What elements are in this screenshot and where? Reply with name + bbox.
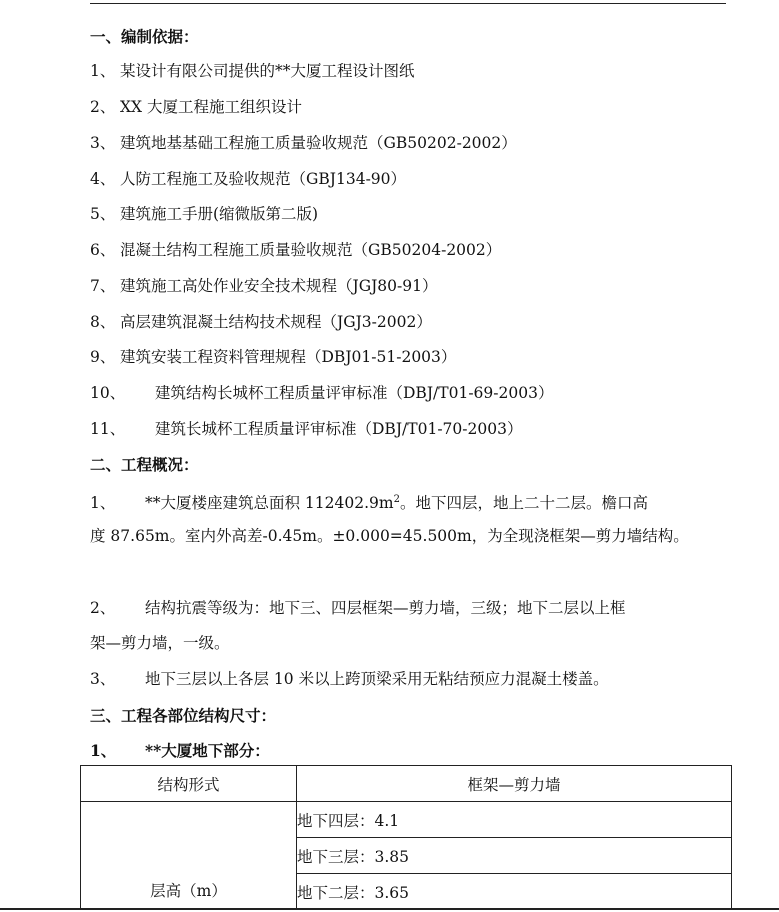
floor-height-b3: 地下三层：3.85 [297,838,732,874]
subheading-number: 1、 [90,741,117,760]
item-text: 建筑施工高处作业安全技术规程（JGJ80-91） [120,277,438,295]
structure-table [80,765,732,910]
item-text: 建筑施工手册(缩微版第二版) [120,205,319,223]
floor-height-b4: 地下四层：4.1 [297,802,732,838]
section-overview-title: 二、工程概况： [90,455,199,474]
overview-paragraph-2-line-1 [90,598,626,618]
table-row [81,802,732,838]
section-basis-title: 一、编制依据： [90,27,199,46]
paragraph-text: 结构抗震等级为：地下三、四层框架—剪力墙，三级；地下二层以上框 [145,599,626,617]
header-frame-shear-wall: 框架—剪力墙 [297,766,732,802]
item-number: 3、 [90,134,116,152]
overview-paragraph-1-line-1 [90,490,648,513]
basis-item-6 [90,240,501,260]
item-number: 7、 [90,277,116,295]
paragraph-number: 1、 [90,494,116,513]
item-number: 1、 [90,62,116,80]
basis-item-8 [90,312,432,332]
item-number: 8、 [90,313,116,331]
subheading-text: **大厦地下部分： [145,741,270,760]
overview-paragraph-3 [90,669,609,689]
floor-height-b2: 地下二层：3.65 [297,874,732,910]
item-text: 建筑长城杯工程质量评审标准（DBJ/T01-70-2003） [155,420,523,438]
bottom-rule [0,908,779,910]
item-number: 9、 [90,348,116,366]
basis-item-1 [90,61,415,81]
basis-item-2 [90,97,302,117]
item-text: 混凝土结构工程施工质量验收规范（GB50204-2002） [120,241,502,259]
basis-item-4 [90,169,406,189]
item-number: 5、 [90,205,116,223]
paragraph-number: 3、 [90,670,116,688]
basis-item-11 [90,419,522,439]
item-text: 某设计有限公司提供的**大厦工程设计图纸 [120,62,415,80]
basis-item-7 [90,276,438,296]
dimensions-subheading [90,741,270,761]
paragraph-text: 。地下四层，地上二十二层。檐口高 [399,494,648,513]
item-text: 建筑结构长城杯工程质量评审标准（DBJ/T01-69-2003） [155,384,554,402]
item-text: XX 大厦工程施工组织设计 [120,98,302,116]
basis-item-10 [90,383,553,403]
overview-paragraph-2-line-2: 架—剪力墙，一级。 [90,634,230,652]
item-text: 建筑地基基础工程施工质量验收规范（GB50202-2002） [120,134,517,152]
table-header-row [81,766,732,802]
basis-item-3 [90,133,517,153]
item-number: 2、 [90,98,116,116]
paragraph-number: 2、 [90,599,116,617]
item-number: 11、 [90,420,126,438]
superscript: 2 [393,494,400,505]
overview-paragraph-1-line-2: 度 87.65m。室内外高差-0.45m。±0.000=45.500m，为全现浇框架—剪力墙结构。 [90,527,689,545]
basis-item-5 [90,204,318,224]
item-number: 4、 [90,170,116,188]
item-text: 建筑安装工程资料管理规程（DBJ01-51-2003） [120,348,457,366]
paragraph-text: 地下三层以上各层 10 米以上跨顶梁采用无粘结预应力混凝土楼盖。 [145,670,609,688]
header-structure-form: 结构形式 [81,766,297,802]
paragraph-text: **大厦楼座建筑总面积 112402.9m [145,494,394,513]
item-text: 高层建筑混凝土结构技术规程（JGJ3-2002） [120,313,432,331]
top-rule [90,3,726,4]
item-number: 10、 [90,384,126,402]
section-dimensions-title: 三、工程各部位结构尺寸： [90,706,277,725]
basis-item-9 [90,347,456,367]
row-label-floor-height: 层高（m） [81,802,297,910]
item-number: 6、 [90,241,116,259]
item-text: 人防工程施工及验收规范（GBJ134-90） [120,170,407,188]
